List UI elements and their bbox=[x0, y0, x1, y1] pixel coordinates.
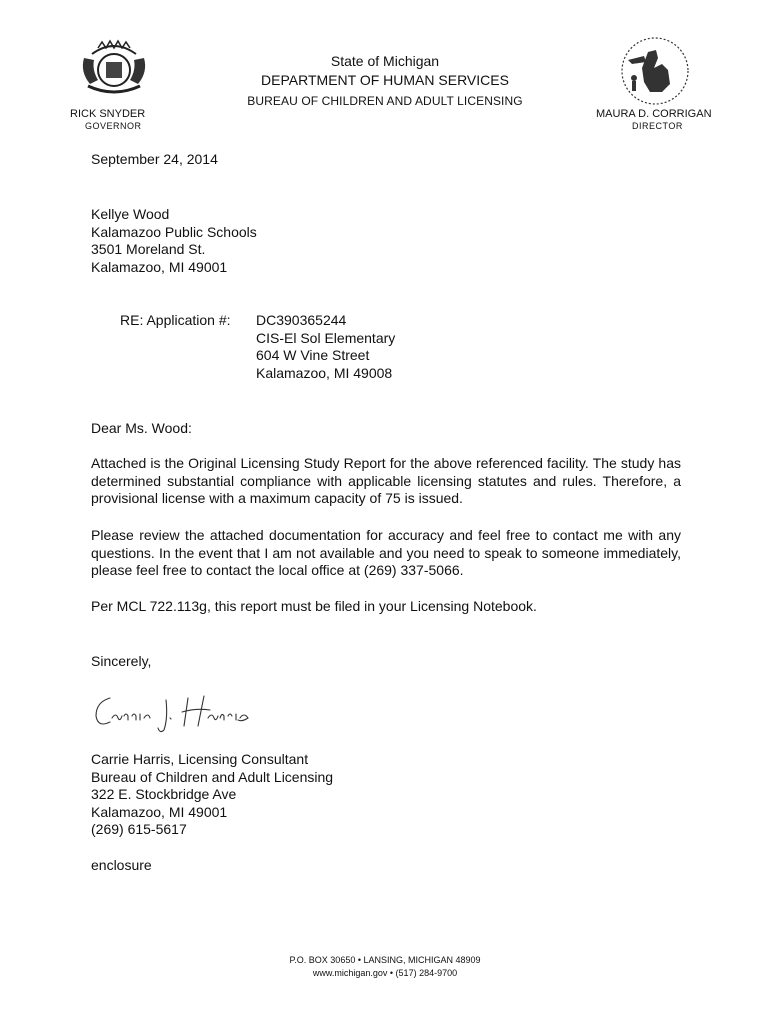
facility-street: 604 W Vine Street bbox=[256, 347, 370, 363]
governor-title: GOVERNOR bbox=[85, 121, 142, 131]
sender-phone: (269) 615-5617 bbox=[91, 821, 187, 837]
recipient-line: Kalamazoo, MI 49001 bbox=[91, 258, 228, 275]
letter-date: September 24, 2014 bbox=[91, 151, 218, 167]
salutation: Dear Ms. Wood: bbox=[91, 420, 192, 436]
recipient-line: 3501 Moreland St. bbox=[91, 241, 206, 257]
closing: Sincerely, bbox=[91, 653, 152, 669]
re-label: RE: Application #: bbox=[120, 312, 231, 328]
state-name: State of Michigan bbox=[330, 53, 440, 69]
footer-address: P.O. BOX 30650 • LANSING, MICHIGAN 48909 bbox=[289, 955, 481, 965]
facility-city: Kalamazoo, MI 49008 bbox=[256, 364, 393, 381]
sender-block bbox=[91, 751, 333, 839]
paragraph-1: Attached is the Original Licensing Study Report for the above referenced facility. The study has determined substantial compliance with applicable licensing statutes and rules. Therefore, a provisional license with a maximum capacity of 75 is issued. bbox=[91, 455, 681, 506]
bureau-name: BUREAU OF CHILDREN AND ADULT LICENSING bbox=[247, 94, 523, 108]
facility-name: CIS-El Sol Elementary bbox=[256, 329, 396, 346]
sender-name-title: Carrie Harris, Licensing Consultant bbox=[91, 751, 309, 767]
governor-name: RICK SNYDER bbox=[70, 108, 146, 120]
department-name: DEPARTMENT OF HUMAN SERVICES bbox=[261, 72, 509, 88]
director-name: MAURA D. CORRIGAN bbox=[596, 108, 712, 120]
recipient-address bbox=[91, 206, 257, 276]
enclosure-note: enclosure bbox=[91, 857, 152, 873]
re-details bbox=[256, 312, 395, 382]
recipient-line: Kalamazoo Public Schools bbox=[91, 223, 257, 240]
sender-bureau: Bureau of Children and Adult Licensing bbox=[91, 768, 334, 785]
paragraph-2: Please review the attached documentation for accuracy and feel free to contact me with any questions. In the event that I am not available and you need to speak to someone immediately, please feel free to contact the local office at (269) 337-5066. bbox=[91, 527, 681, 578]
application-number: DC390365244 bbox=[256, 312, 347, 328]
footer-contact: www.michigan.gov • (517) 284-9700 bbox=[312, 968, 458, 978]
paragraph-3: Per MCL 722.113g, this report must be filed in your Licensing Notebook. bbox=[91, 598, 537, 614]
signature bbox=[92, 688, 252, 736]
sender-city: Kalamazoo, MI 49001 bbox=[91, 803, 228, 820]
sender-street: 322 E. Stockbridge Ave bbox=[91, 786, 237, 802]
recipient-line: Kellye Wood bbox=[91, 206, 170, 222]
director-title: DIRECTOR bbox=[632, 121, 683, 131]
